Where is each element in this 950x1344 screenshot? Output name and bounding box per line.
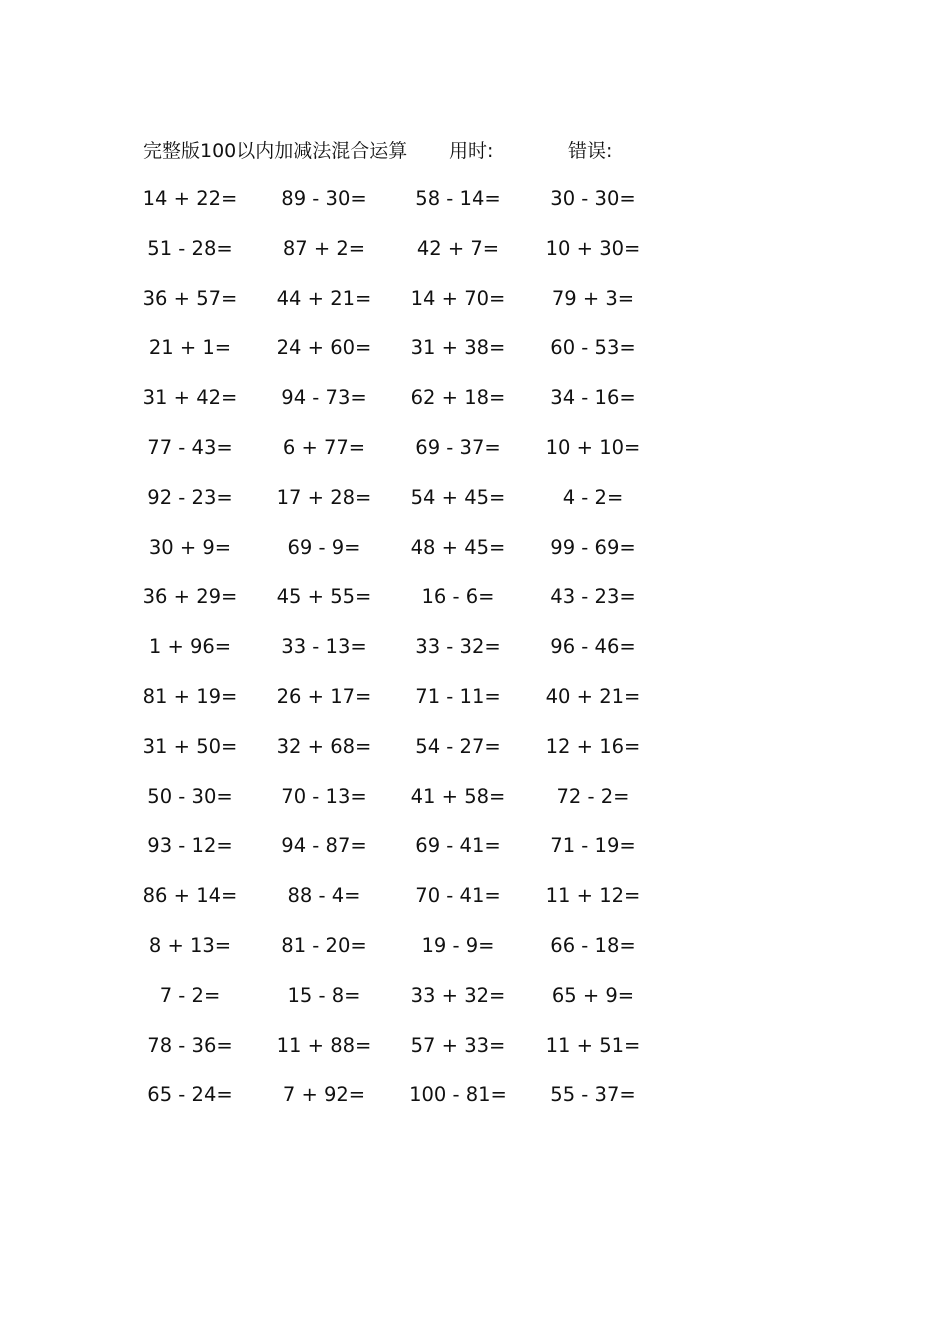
problem-row — [0, 980, 950, 1030]
worksheet-title: 完整版100以内加减法混合运算 — [143, 140, 408, 162]
problem-row — [0, 382, 950, 432]
arithmetic-problem: 69 - 37= — [415, 435, 501, 459]
arithmetic-problem: 70 - 13= — [281, 784, 367, 808]
arithmetic-problem: 62 + 18= — [410, 386, 506, 410]
arithmetic-problem: 21 + 1= — [148, 336, 232, 360]
problem-row — [0, 283, 950, 333]
problem-row — [0, 482, 950, 532]
errors-label: 错误: — [568, 140, 613, 162]
arithmetic-problem: 60 - 53= — [550, 336, 636, 360]
arithmetic-problem: 65 - 24= — [147, 1083, 233, 1107]
arithmetic-problem: 12 + 16= — [545, 734, 641, 758]
arithmetic-problem: 70 - 41= — [415, 884, 501, 908]
arithmetic-problem: 48 + 45= — [410, 535, 506, 559]
problem-row — [0, 581, 950, 631]
arithmetic-problem: 96 - 46= — [550, 635, 636, 659]
problem-grid — [0, 183, 950, 1129]
arithmetic-problem: 36 + 29= — [142, 585, 238, 609]
problem-row — [0, 880, 950, 930]
arithmetic-problem: 10 + 30= — [545, 236, 641, 260]
arithmetic-problem: 99 - 69= — [550, 535, 636, 559]
arithmetic-problem: 44 + 21= — [276, 286, 372, 310]
arithmetic-problem: 54 + 45= — [410, 485, 506, 509]
arithmetic-problem: 65 + 9= — [551, 983, 635, 1007]
arithmetic-problem: 7 - 2= — [159, 983, 221, 1007]
problem-row — [0, 781, 950, 831]
arithmetic-problem: 66 - 18= — [550, 933, 636, 957]
problem-row — [0, 432, 950, 482]
arithmetic-problem: 33 + 32= — [410, 983, 506, 1007]
arithmetic-problem: 55 - 37= — [550, 1083, 636, 1107]
arithmetic-problem: 100 - 81= — [409, 1083, 507, 1107]
arithmetic-problem: 30 + 9= — [148, 535, 232, 559]
arithmetic-problem: 33 - 13= — [281, 635, 367, 659]
arithmetic-problem: 86 + 14= — [142, 884, 238, 908]
arithmetic-problem: 16 - 6= — [421, 585, 495, 609]
arithmetic-problem: 6 + 77= — [282, 435, 366, 459]
arithmetic-problem: 34 - 16= — [550, 386, 636, 410]
arithmetic-problem: 93 - 12= — [147, 834, 233, 858]
arithmetic-problem: 72 - 2= — [556, 784, 630, 808]
problem-row — [0, 183, 950, 233]
arithmetic-problem: 69 - 9= — [287, 535, 361, 559]
arithmetic-problem: 40 + 21= — [545, 684, 641, 708]
arithmetic-problem: 36 + 57= — [142, 286, 238, 310]
arithmetic-problem: 11 + 88= — [276, 1033, 372, 1057]
arithmetic-problem: 4 - 2= — [562, 485, 624, 509]
arithmetic-problem: 77 - 43= — [147, 435, 233, 459]
problem-row — [0, 233, 950, 283]
arithmetic-problem: 94 - 87= — [281, 834, 367, 858]
arithmetic-problem: 81 + 19= — [142, 684, 238, 708]
arithmetic-problem: 31 + 50= — [142, 734, 238, 758]
arithmetic-problem: 33 - 32= — [415, 635, 501, 659]
arithmetic-problem: 7 + 92= — [282, 1083, 366, 1107]
arithmetic-problem: 14 + 22= — [142, 187, 238, 210]
arithmetic-problem: 81 - 20= — [281, 933, 367, 957]
arithmetic-problem: 69 - 41= — [415, 834, 501, 858]
time-used-label: 用时: — [449, 140, 494, 162]
arithmetic-problem: 94 - 73= — [281, 386, 367, 410]
arithmetic-problem: 15 - 8= — [287, 983, 361, 1007]
arithmetic-problem: 14 + 70= — [410, 286, 506, 310]
arithmetic-problem: 57 + 33= — [410, 1033, 506, 1057]
problem-row — [0, 731, 950, 781]
arithmetic-problem: 41 + 58= — [410, 784, 506, 808]
arithmetic-problem: 87 + 2= — [282, 236, 366, 260]
arithmetic-problem: 92 - 23= — [147, 485, 233, 509]
arithmetic-problem: 31 + 38= — [410, 336, 506, 360]
problem-row — [0, 1079, 950, 1129]
arithmetic-problem: 26 + 17= — [276, 684, 372, 708]
problem-row — [0, 830, 950, 880]
arithmetic-problem: 19 - 9= — [421, 933, 495, 957]
arithmetic-problem: 71 - 19= — [550, 834, 636, 858]
problem-row — [0, 930, 950, 980]
arithmetic-problem: 8 + 13= — [148, 933, 232, 957]
arithmetic-problem: 32 + 68= — [276, 734, 372, 758]
arithmetic-problem: 79 + 3= — [551, 286, 635, 310]
arithmetic-problem: 10 + 10= — [545, 435, 641, 459]
arithmetic-problem: 42 + 7= — [416, 236, 500, 260]
arithmetic-problem: 88 - 4= — [287, 884, 361, 908]
arithmetic-problem: 30 - 30= — [550, 187, 636, 210]
arithmetic-problem: 78 - 36= — [147, 1033, 233, 1057]
arithmetic-problem: 51 - 28= — [147, 236, 233, 260]
arithmetic-problem: 45 + 55= — [276, 585, 372, 609]
arithmetic-problem: 17 + 28= — [276, 485, 372, 509]
arithmetic-problem: 50 - 30= — [147, 784, 233, 808]
arithmetic-problem: 11 + 51= — [545, 1033, 641, 1057]
arithmetic-problem: 71 - 11= — [415, 684, 501, 708]
problem-row — [0, 1030, 950, 1080]
arithmetic-problem: 11 + 12= — [545, 884, 641, 908]
arithmetic-problem: 31 + 42= — [142, 386, 238, 410]
arithmetic-problem: 43 - 23= — [550, 585, 636, 609]
problem-row — [0, 332, 950, 382]
arithmetic-problem: 1 + 96= — [148, 635, 232, 659]
arithmetic-problem: 24 + 60= — [276, 336, 372, 360]
arithmetic-problem: 58 - 14= — [415, 187, 501, 210]
arithmetic-problem: 54 - 27= — [415, 734, 501, 758]
problem-row — [0, 532, 950, 582]
problem-row — [0, 681, 950, 731]
problem-row — [0, 631, 950, 681]
arithmetic-problem: 89 - 30= — [281, 187, 367, 210]
